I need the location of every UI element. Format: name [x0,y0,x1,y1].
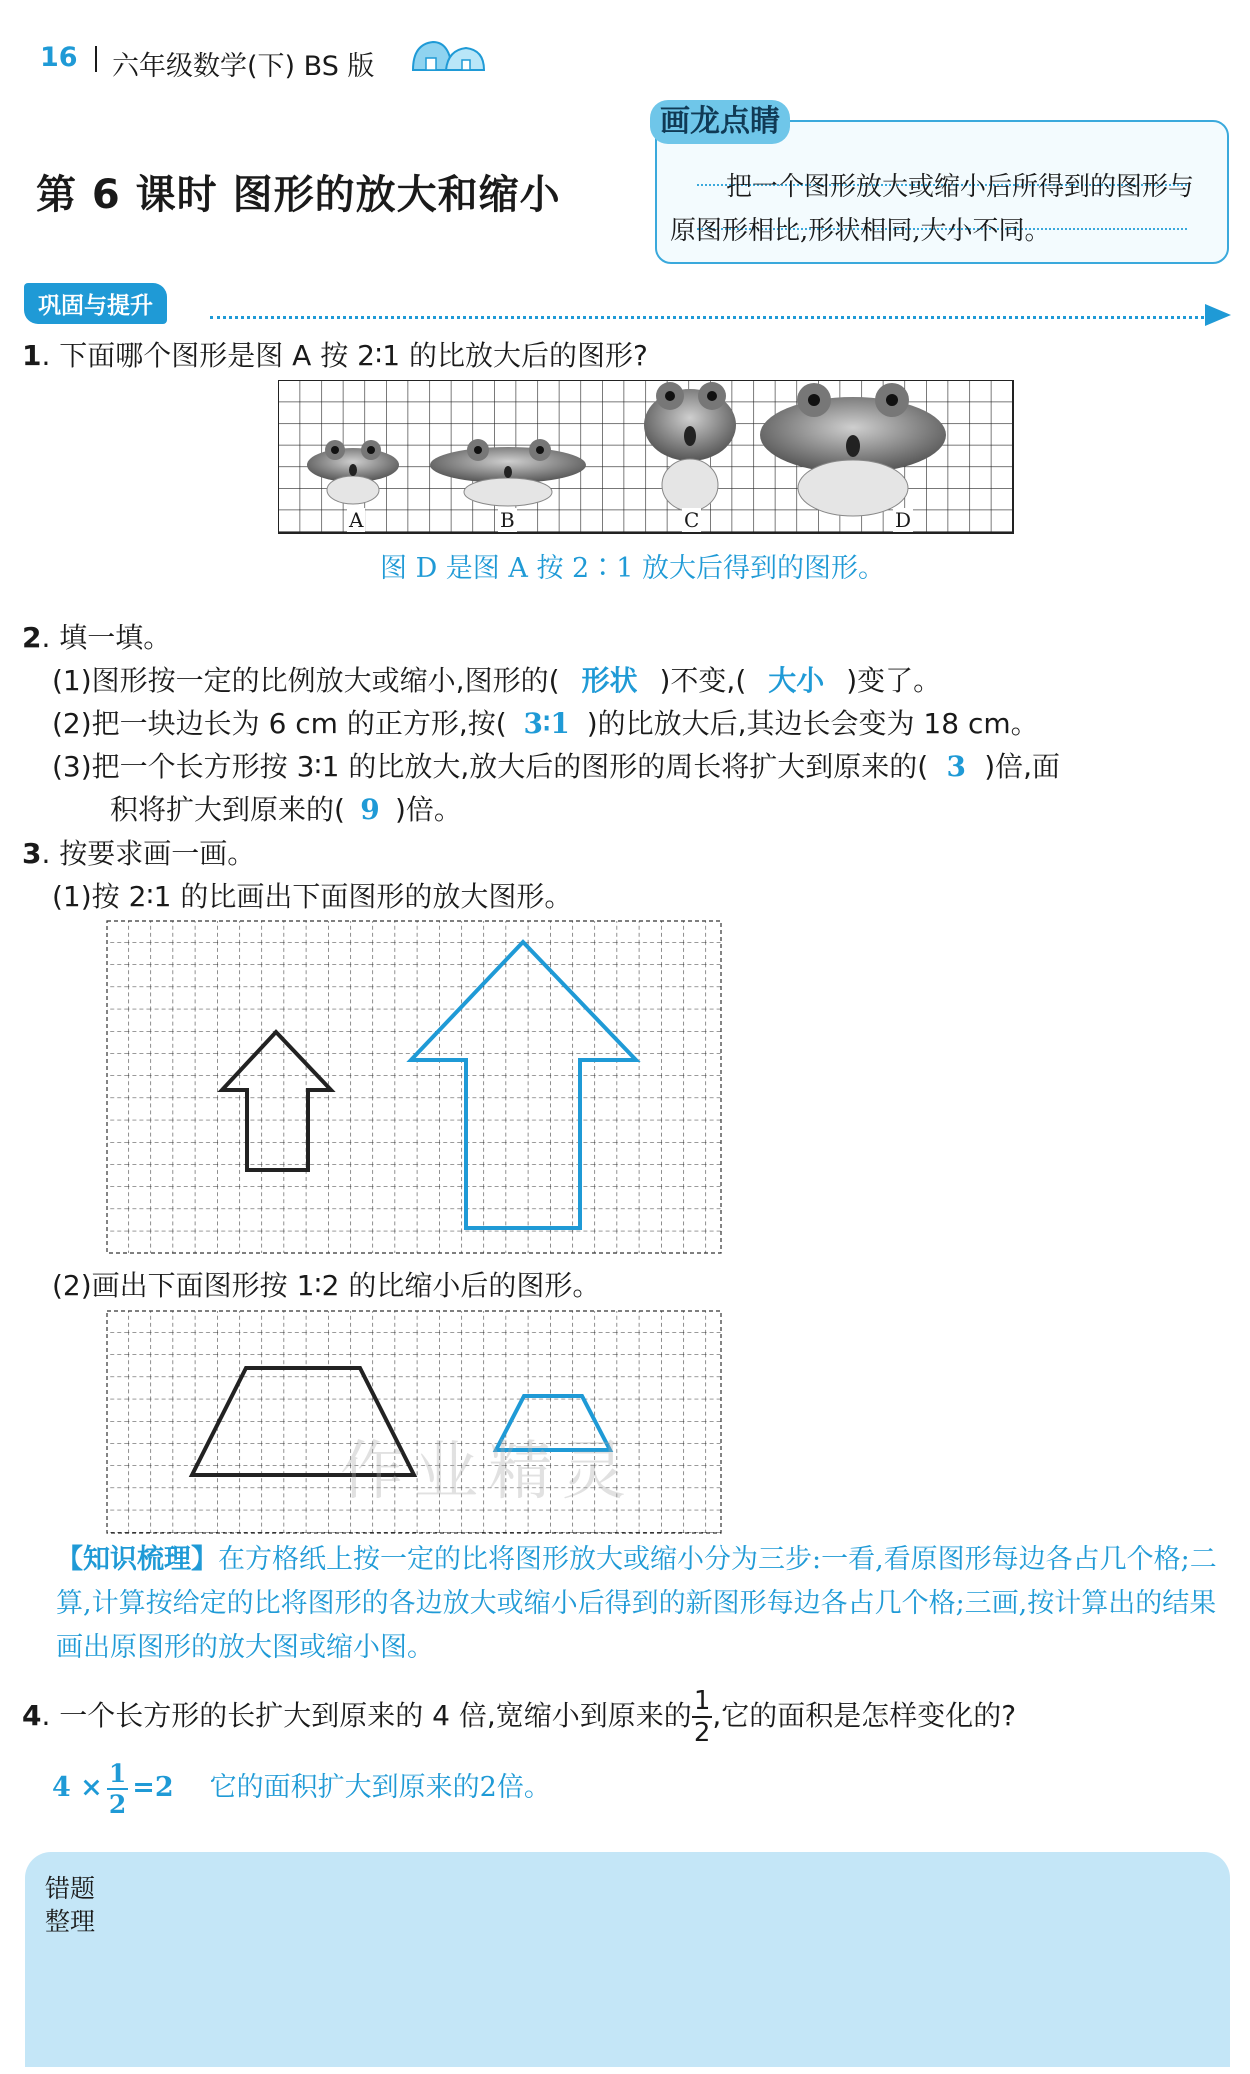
q4-answer-fraction: $\frac{1}{2}$ [108,1758,127,1819]
q3-part2: (2)画出下面图形按 1∶2 的比缩小后的图形。 [52,1269,601,1302]
arrow-right-icon [1205,304,1231,326]
logo-icon [408,32,488,74]
q1-answer: 图 D 是图 A 按 2∶1 放大后得到的图形。 [380,553,885,584]
knowledge-label: 【知识梳理】 [56,1544,218,1575]
q2-title: 2. 填一填。 [22,621,172,654]
q1-prompt: 1. 下面哪个图形是图 A 按 2∶1 的比放大后的图形? [22,339,648,372]
tip-title: 画龙点睛 [650,100,790,144]
q2-p2-answer: 3∶1 [523,707,570,740]
wrong-question-box [25,1852,1230,2067]
wrong-question-label: 错题 整理 [45,1874,96,1936]
frog-label-d: D [895,508,912,532]
q2-p1-answer-2: 大小 [768,664,825,697]
section-tag: 巩固与提升 [24,283,167,324]
q2-part1: (1)图形按一定的比例放大或缩小,图形的( 形状 )不变,( 大小 )变了。 [52,661,941,701]
book-title: 六年级数学(下) BS 版 [112,51,375,82]
q2-p3-answer-1: 3 [946,750,966,783]
frog-label-a: A [349,508,364,532]
frog-label-b: B [500,508,515,532]
q4-prompt: 4. 一个长方形的长扩大到原来的 4 倍,宽缩小到原来的 $\frac{1}{2}$ ,它的面积是怎样变化的? [22,1686,1017,1748]
frog-label-c: C [684,508,700,532]
lesson-title: 第 6 课时 图形的放大和缩小 [36,172,561,218]
q2-part2: (2)把一块边长为 6 cm 的正方形,按( 3∶1 )的比放大后,其边长会变为 18 cm。 [52,704,1039,744]
tip-text: 把一个图形放大或缩小后所得到的图形与原图形相比,形状相同,大小不同。 [670,172,1195,246]
q3-enlarge-grid [106,920,724,1256]
q2-p3-answer-2: 9 [360,793,380,826]
q2-part3-cont: 积将扩大到原来的( 9 )倍。 [110,790,462,830]
q2-part3: (3)把一个长方形按 3∶1 的比放大,放大后的图形的周长将扩大到原来的( 3 )倍,面 [52,747,1060,787]
q2-p1-answer-1: 形状 [581,664,638,697]
knowledge-summary: 【知识梳理】在方格纸上按一定的比将图形放大或缩小分为三步:一看,看原图形每边各占几个格;二算,计算按给定的比将图形的各边放大或缩小后得到的新图形每边各占几个格;三画,按计算出的结果画出原图形的放大图或缩小图。 [56,1544,1217,1663]
q4-fraction: $\frac{1}{2}$ [693,1686,711,1748]
q4-answer: 4 × $\frac{1}{2}$ =2 它的面积扩大到原来的2倍。 [52,1758,551,1819]
q3-title: 3. 按要求画一画。 [22,837,256,870]
header-divider [95,46,97,72]
section-divider [210,316,1210,319]
watermark-text: 作业精灵 [340,1435,636,1509]
page-number: 16 [40,42,78,73]
q3-part1: (1)按 2∶1 的比画出下面图形的放大图形。 [52,880,573,913]
